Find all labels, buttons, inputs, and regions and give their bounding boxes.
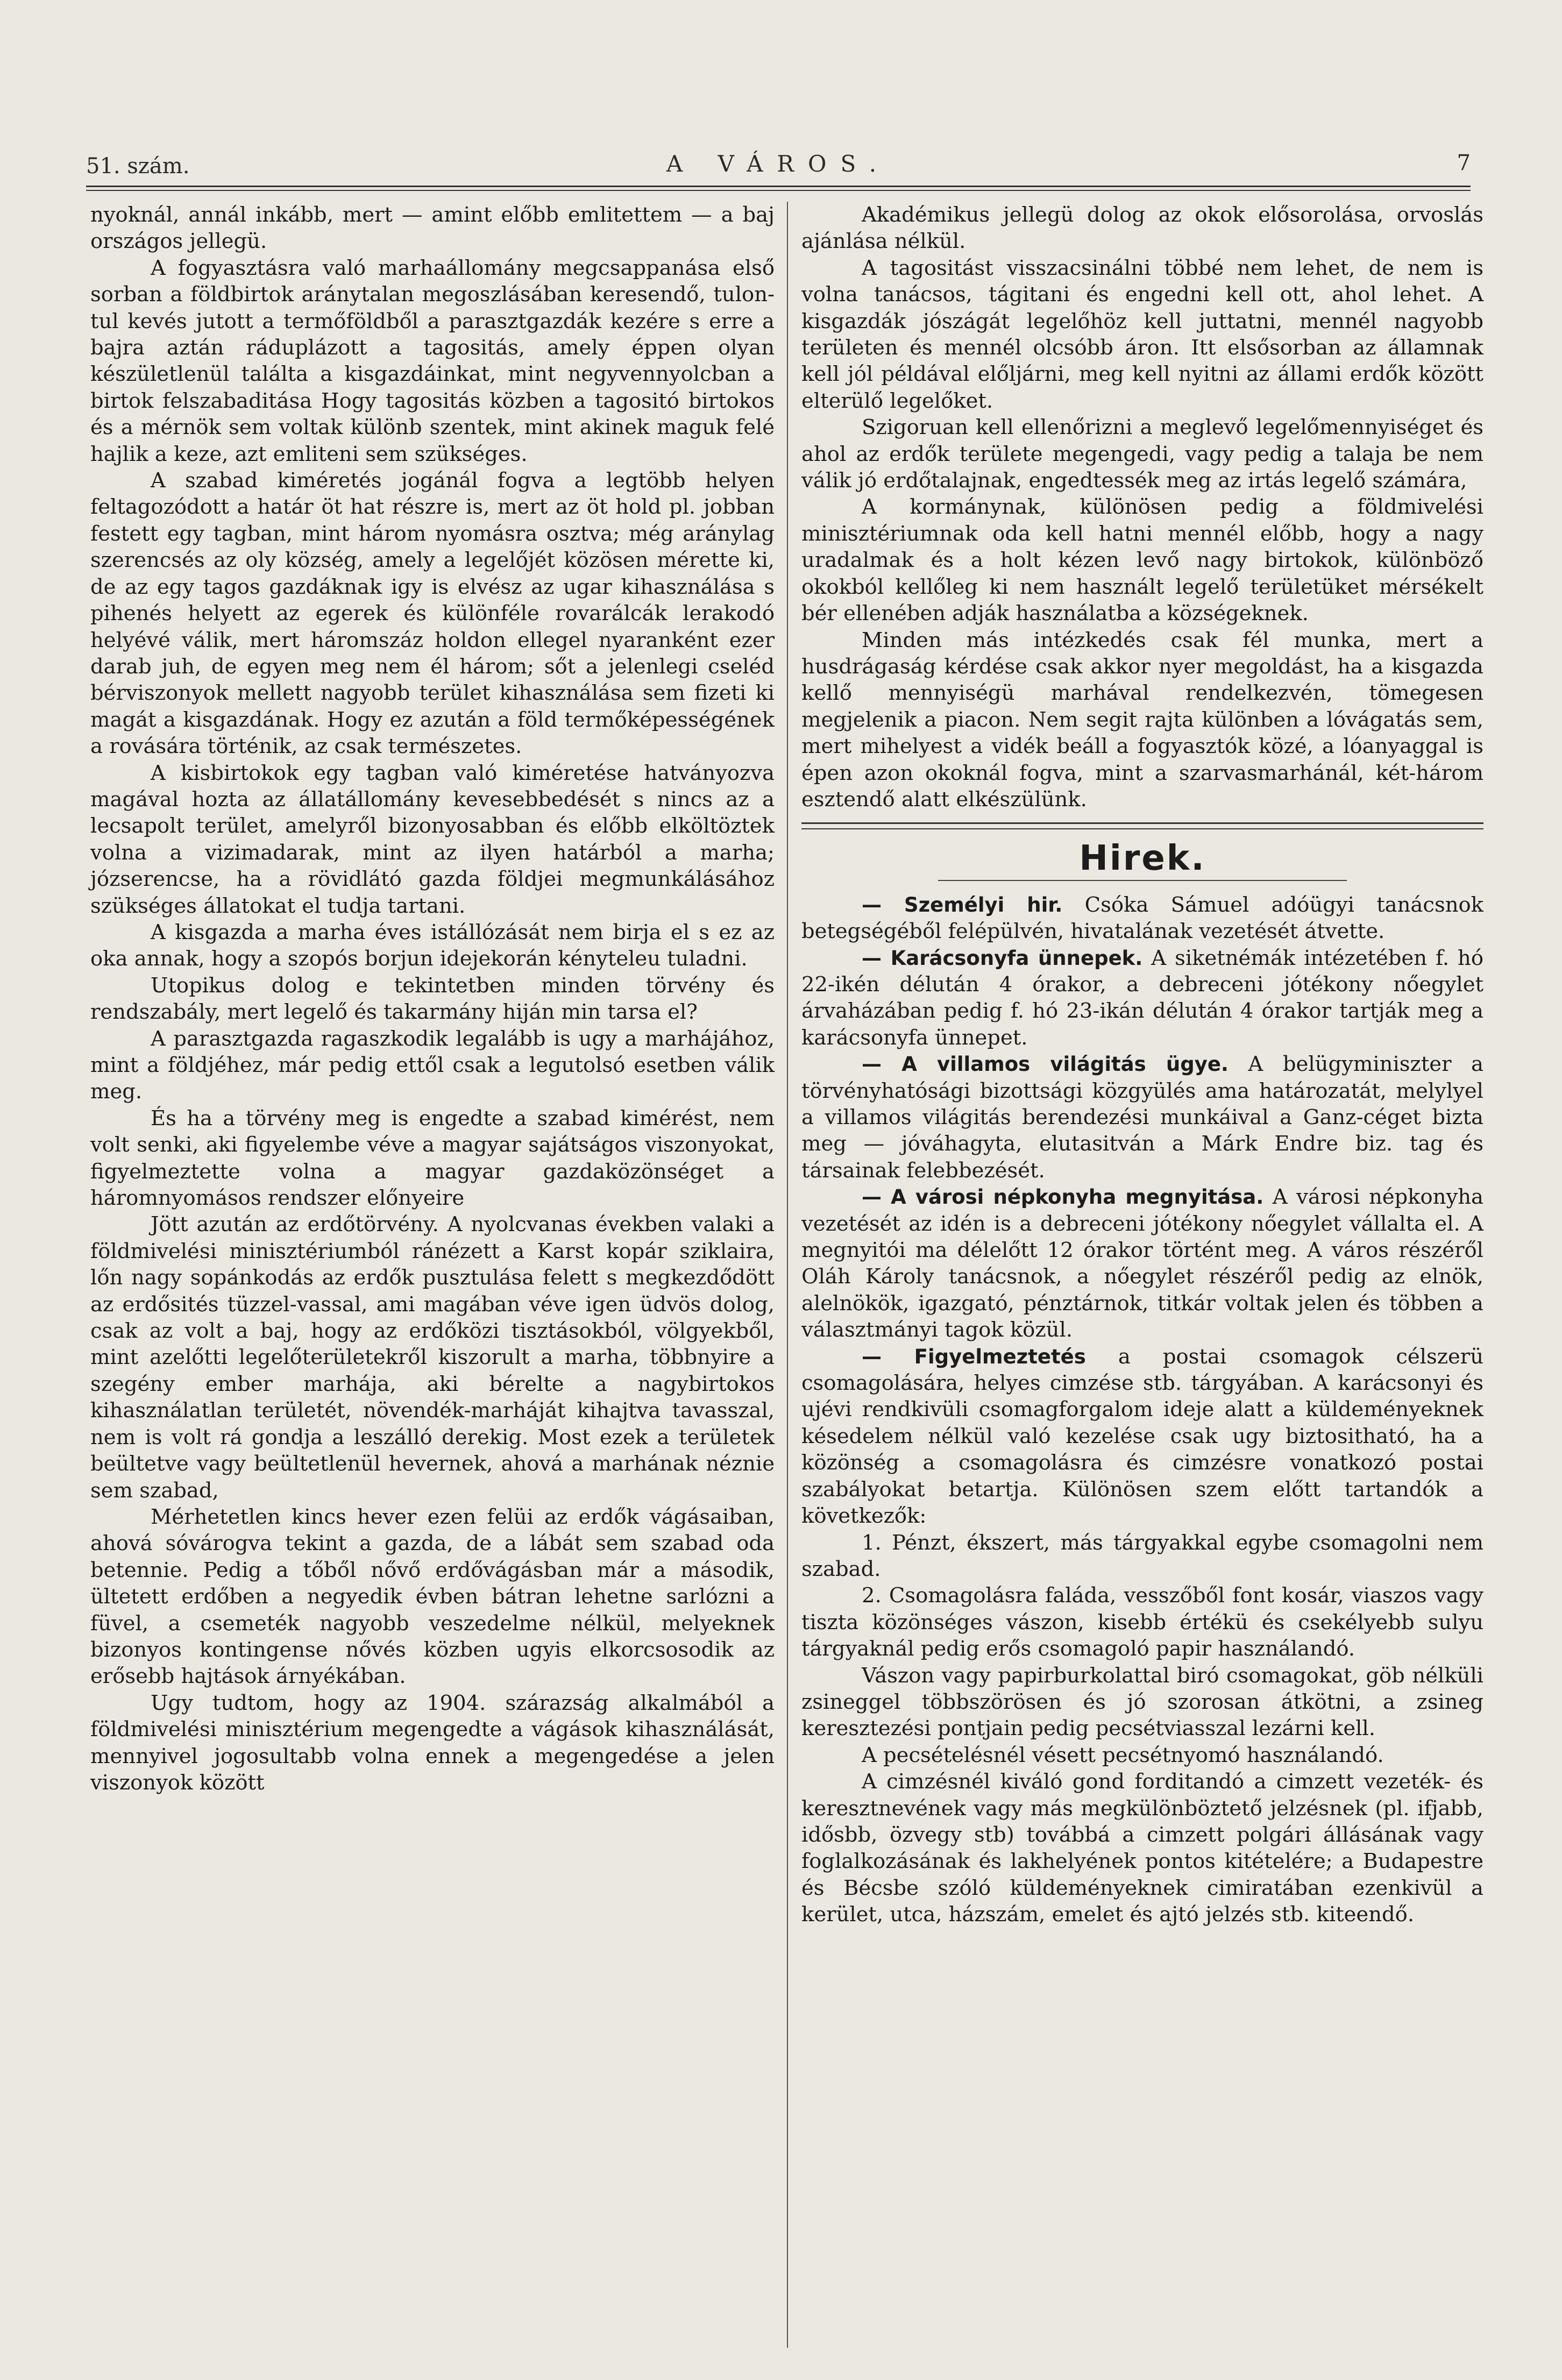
news-item-text: A siketnémák intézetében f. hó 22-ikén délután 4 órakor, a debreceni jótékony nőegylet árvaházában pedig f. hó 23-ikán délután 4 órakor tartják meg a karácsonyfa ünnepet.: [801, 946, 1484, 1050]
left-column: [90, 202, 775, 1796]
postal-rule: 2. Csomagolásra faláda, vesszőből font kosár, viaszos vagy tiszta közönséges vászon, kisebb értékü és csekélyebb sulyu tárgyaknál pedig erős csomagoló papir használandó.: [801, 1583, 1483, 1661]
paragraph: És ha a törvény meg is engedte a szabad kimérést, nem volt senki, aki figyelembe véve a magyar sajátságos viszonyokat, figyelmeztette volna a magyar gazdaközönséget a háromnyomásos rendszer előnyeire: [90, 1106, 775, 1211]
news-item-text: A városi népkonyha vezetését az idén is a debreceni jótékony nőegylet vállalta el. A megnyitói ma délelőtt 12 órakor történt meg. A város részéről Oláh Károly tanácsnok, a nőegylet részéről pedig az elnök, alelnökök, igazgató, pénztárnok, titkár voltak jelen és többen a választmányi tagok közül.: [801, 1185, 1483, 1342]
news-item: [801, 1344, 1483, 1530]
issue-number: 51. szám.: [86, 154, 190, 179]
news-item: [801, 1051, 1483, 1184]
news-item-title: — Személyi hir.: [862, 893, 1063, 917]
news-item-text: a postai csomagok célszerü csomagolására, helyes cimzése stb. tárgyában. A karácsonyi és ujévi rendkivüli csomagforgalom ideje alatt a küldeményeknek késedelem nélkül való kezelése csak ugy biztositható, ha a közönség a csomagolásra és cimzésre vonatkozó postai szabályokat betartja. Különösen szem előtt tartandók a következők:: [801, 1344, 1483, 1529]
news-item: [801, 892, 1483, 945]
paragraph: Ugy tudtom, hogy az 1904. szárazság alkalmából a földmivelési minisztérium megengedte a vágások kihasználását, mennyivel jogosultabb volna ennek a megengedése a jelen viszonyok között: [90, 1690, 775, 1795]
column-divider: [787, 202, 788, 2348]
paragraph: Jött azután az erdőtörvény. A nyolcvanas években valaki a földmivelési minisztériumból ránézett a Karst kopár sziklaira, lőn nagy sopánkodás az erdők pusztulása felett s megkezdődött az erdősités tüzzel-vassal, ami magában véve igen üdvös dolog, csak az volt a baj, hogy az erdőközi tisztásokból, völgyekből, mint azelőtti legelőterületekről kiszorult a marha, többnyire a szegény ember marhája, aki bérelte a nagybirtokos kihasználatlan területét, növendék-marháját kihajtva tavasszal, nem is volt rá gondja a leszálló derekig. Most ezek a területek beültetve vagy beültetlenül hevernek, ahová a marhának néznie sem szabad,: [90, 1212, 775, 1503]
postal-rule: Vászon vagy papirburkolattal biró csomagokat, göb nélküli zsineggel többszörösen és jó szorosan átkötni, a zsineg keresztezési pontjain pedig pecsétviasszal lezárni kell.: [801, 1663, 1483, 1741]
header-rule: [86, 186, 1471, 187]
paragraph: nyoknál, annál inkább, mert — amint előbb emlitettem — a baj országos jellegü.: [90, 203, 775, 254]
paragraph: Minden más intézkedés csak fél munka, mert a husdrágaság kérdése csak akkor nyer megoldást, ha a kisgazda kellő mennyiségü marhával rendelkezvén, tömegesen megjelenik a piacon. Nem segit rajta különben a lóvágatás sem, mert mihelyest a vidék beáll a fogyasztók közé, a lóanyaggal is épen azon okoknál fogva, mint a szarvasmarhánál, két-három esztendő alatt elkészülünk.: [801, 628, 1483, 812]
paragraph: A kormánynak, különösen pedig a földmivelési minisztériumnak oda kell hatni mennél előbb, hogy a nagy uradalmak és a holt kézen levő nagy birtokok, különböző okokból kellőleg ki nem használt legelő területüket mérsékelt bér ellenében adják használatba a községeknek.: [801, 495, 1483, 626]
postal-rule: 1. Pénzt, ékszert, más tárgyakkal egybe csomagolni nem szabad.: [801, 1530, 1483, 1581]
news-item-text: A belügyminiszter a törvényhatósági bizottsági közgyülés ama határozatát, melylyel a villamos világitás berendezési munkáival a Ganz-céget bizta meg — jóváhagyta, elutasitván a Márk Endre biz. tag és társainak felebbezését.: [801, 1052, 1483, 1183]
postal-rule: A cimzésnél kiváló gond forditandó a cimzett vezeték- és keresztnevének vagy más megkülönböztető jelzésnek (pl. ifjabb, idősbb, özvegy stb) továbbá a cimzett polgári állásának vagy foglalkozásának és lakhelyének pontos kitételére; a Budapestre és Bécsbe szóló küldeményeknek cimiratában ezenkivül a kerület, utca, házszám, emelet és ajtó jelzés stb. kiteendő.: [801, 1770, 1483, 1927]
news-item: [801, 1184, 1483, 1343]
news-item: [801, 945, 1483, 1052]
postal-rule: A pecsételésnél vésett pecsétnyomó használandó.: [862, 1743, 1384, 1767]
paragraph: Utopikus dolog e tekintetben minden törvény és rendszabály, mert legelő és takarmány hiján min tarsa el?: [90, 973, 775, 1025]
news-item-title: — A városi népkonyha megnyitása.: [862, 1185, 1264, 1209]
news-item-title: — Karácsonyfa ünnepek.: [862, 946, 1143, 970]
paragraph: A kisbirtokok egy tagban való kiméretése hatványozva magával hozta az állatállomány kevesebbedését s nincs az a lecsapolt terület, amelyről bizonyosabban és előbb elköltöztek volna a vizimadarak, mint az ilyen határból a marha; józserencse, ha a rövidlátó gazda földjei megmunkálásához szükséges állatokat el tudja tartani.: [90, 761, 775, 918]
news-item-title: — Figyelmeztetés: [862, 1345, 1086, 1368]
news-heading-rule: [938, 880, 1347, 881]
section-divider-thin: [801, 828, 1483, 829]
section-divider: [801, 822, 1483, 824]
newspaper-title: A VÁROS.: [666, 151, 891, 177]
paragraph: Mérhetetlen kincs hever ezen felüi az erdők vágásaiban, ahová sóvárogva tekint a gazda, de a lábát sem szabad oda betennie. Pedig a tőből nővő erdővágásban már a második, ültetett erdőben a negyedik évben bátran lehetne sarlózni a füvel, a csemeték nagyobb veszedelme nélkül, melyeknek bizonyos kontingense nővés közben ugyis elkorcsosodik az erősebb hajtások árnyékában.: [90, 1504, 775, 1689]
paragraph: Akadémikus jellegü dolog az okok elősorolása, orvoslás ajánlása nélkül.: [801, 203, 1483, 254]
right-column: [801, 202, 1483, 1928]
page-header: [86, 151, 1471, 183]
paragraph: A szabad kiméretés jogánál fogva a legtöbb helyen feltagozódott a határ öt hat részre is, mert az öt hold pl. jobban festett egy tagban, mint három nyomásra osztva; még aránylag szerencsés az oly község, amely a legelőjét közösen mérette ki, de az egy tagos gazdáknak igy is elvész az ugar kihasználása s pihenés helyett az egerek és különféle rovarálcák lerakodó helyévé válik, mert háromszáz holdon ellegel nyaranként ezer darab juh, de egyen meg nem él három; sőt a jelenlegi cseléd bérviszonyok mellett nagyobb terület kihasználása sem fizeti ki magát a kisgazdának. Hogy ez azután a föld termőképességének a rovására történik, az csak természetes.: [90, 468, 775, 759]
news-item-title: — A villamos világitás ügye.: [862, 1053, 1229, 1076]
paragraph: A parasztgazda ragaszkodik legalább is ugy a marhájához, mint a földjéhez, már pedig ettől csak a legutolsó esetben válik meg.: [90, 1026, 775, 1104]
page-number: 7: [1457, 151, 1471, 175]
paragraph: A tagositást visszacsinálni többé nem lehet, de nem is volna tanácsos, tágitani és engedni kell ott, ahol lehet. A kisgazdák jószágát legelőhöz kell juttatni, mennél nagyobb területen és mennél olcsóbb áron. Itt elsősorban az államnak kell jól példával előljárni, meg kell nyitni az állami erdők között elterülő legelőket.: [801, 255, 1483, 413]
paragraph: Szigoruan kell ellenőrizni a meglevő legelőmennyiséget és ahol az erdők területe megengedi, vagy pedig a talaja be nem válik jó erdőtalajnak, engedtessék meg az irtás legelő számára,: [801, 415, 1483, 493]
paragraph: A kisgazda a marha éves istállózását nem birja el s ez az oka annak, hogy a szopós borjun idejekorán kényteleu tuladni.: [90, 920, 775, 971]
paragraph: A fogyasztásra való marhaállomány megcsappanása első sorban a földbirtok aránytalan megoszlásában keresendő, tulon-tul kevés jutott a termőföldből a parasztgazdák kezére s erre a bajra aztán ráduplázott a tagositás, amely éppen olyan készületlenül találta a kisgazdáinkat, mint negyvennyolcban a birtok felszabaditása Hogy tagositás közben a tagositó birtokos és a mérnök sem voltak különb szentek, mint akinek maguk felé hajlik a keze, azt emliteni sem szükséges.: [90, 255, 775, 466]
news-item-text: Csóka Sámuel adóügyi tanácsnok betegségéből felépülvén, hivatalának vezetését átvette.: [801, 892, 1483, 944]
header-rule-thin: [86, 190, 1471, 191]
news-heading: Hirek.: [1079, 839, 1206, 879]
